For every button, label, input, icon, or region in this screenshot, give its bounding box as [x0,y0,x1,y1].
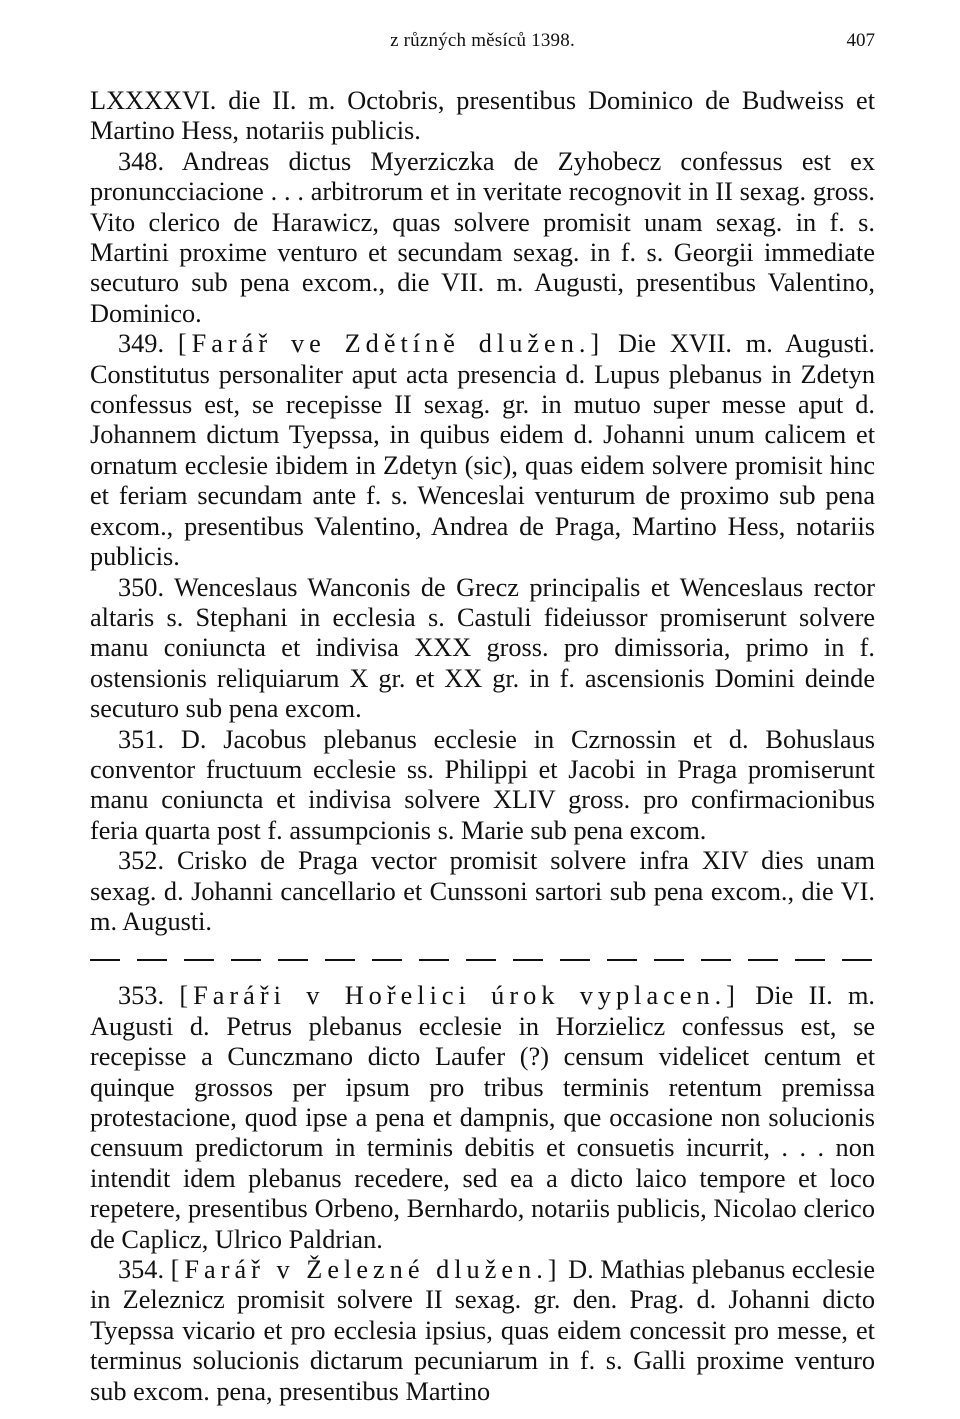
entry-text: Die II. m. Augusti d. Petrus plebanus ecclesie in Horzielicz confessus est, se recepisse a Cunczmano dicto Laufer (?) censum videlicet centum et quinque grossos per ipsum pro tribus terminis retentum premissa protestacione, quod ipse a pena et dampnis, que occasione non solucionis censuum predictorum in terminis debitis et consuetis incurrit, . . . non intendit idem plebanus recedere, sed ea a dicto laico tempore et loco repetere, presentibus Orbeno, Bernhardo, notariis publicis, Nicolao clerico de Caplicz, Ulrico Paldrian. [90,981,876,1254]
entry-heading: [Farář ve Zdětíně dlužen.] [177,329,605,359]
entry-text: Die XVII. m. Augusti. Constitutus personaliter aput acta presencia d. Lupus plebanus in Zdetyn confessus est, se recepisse II sexag. gr. in mutuo super messe aput d. Johannem dictum Tyepssa, in quibus eidem d. Johanni unum calicem et ornatum ecclesie ibidem in Zdetyn (sic), quas eidem solvere promisit hinc et feriam secundam ante f. s. Wenceslai venturum de proximo sub pena excom., presentibus Valentino, Andrea de Praga, Martino Hess, notariis publicis. [90,329,876,572]
dashed-separator [90,959,875,961]
entry-text: 352. Crisko de Praga vector promisit solvere infra XIV dies unam sexag. d. Johanni cancellario et Cunssoni sartori sub pena excom., die VI. m. Augusti. [90,846,875,936]
entry-350 [90,573,875,725]
entry-number: 353. [118,981,165,1011]
entry-351 [90,725,875,847]
entry-text: LXXXXVI. die II. m. Octobris, presentibus Dominico de Budweiss et Martino Hess, notariis publicis. [90,86,875,146]
page-number: 407 [846,30,875,51]
entry-353 [90,981,875,1255]
running-head [90,30,875,60]
entry-text: 350. Wenceslaus Wanconis de Grecz principalis et Wenceslaus rector altaris s. Stephani in ecclesia s. Castuli fideiussor promiserunt solvere manu coniuncta et indivisa XXX gross. pro dimissoria, primo in f. ostensionis reliquiarum X gr. et XX gr. in f. ascensionis Domini deinde secuturo sub pena excom. [90,572,875,724]
body-text [90,86,875,1407]
entry-349 [90,329,875,572]
entry-heading: [Farář v Železné dlužen.] [170,1255,562,1285]
entry-354 [90,1255,875,1407]
entry-number: 349. [118,329,165,359]
entry-text: 351. D. Jacobus plebanus ecclesie in Czrnossin et d. Bohuslaus conventor fructuum ecclesie ss. Philippi et Jacobi in Praga promiserunt manu coniuncta et indivisa solvere XLIV gross. pro confirmacionibus feria quarta post f. assumpcionis s. Marie sub pena excom. [90,724,875,845]
entry-348 [90,147,875,329]
entry-text: 348. Andreas dictus Myerziczka de Zyhobecz confessus est ex pronuncciacione . . . arbitrorum et in veritate recognovit in II sexag. gross. Vito clerico de Harawicz, quas solvere promisit unam sexag. in f. s. Martini proxime venturo et secundam sexag. in f. s. Georgii immediate secuturo sub pena excom., die VII. m. Augusti, presentibus Valentino, Dominico. [90,146,875,328]
entry-text: D. Mathias plebanus ecclesie in Zeleznicz promisit solvere II sexag. gr. den. Prag. d. Johanni dicto Tyepssa vicario et pro ecclesia ipsius, quas eidem concessit pro messe, et terminus solucionis dictarum pecuniarum in f. s. Galli proxime venturo sub excom. pena, presentibus Martino [90,1255,875,1406]
entry-number: 354. [118,1255,165,1285]
entry-heading: [Faráři v Hořelici úrok vyplacen.] [179,981,740,1011]
entry-352 [90,846,875,937]
running-title: z různých měsíců 1398. [390,30,575,51]
entry-lxxxxvi [90,86,875,147]
